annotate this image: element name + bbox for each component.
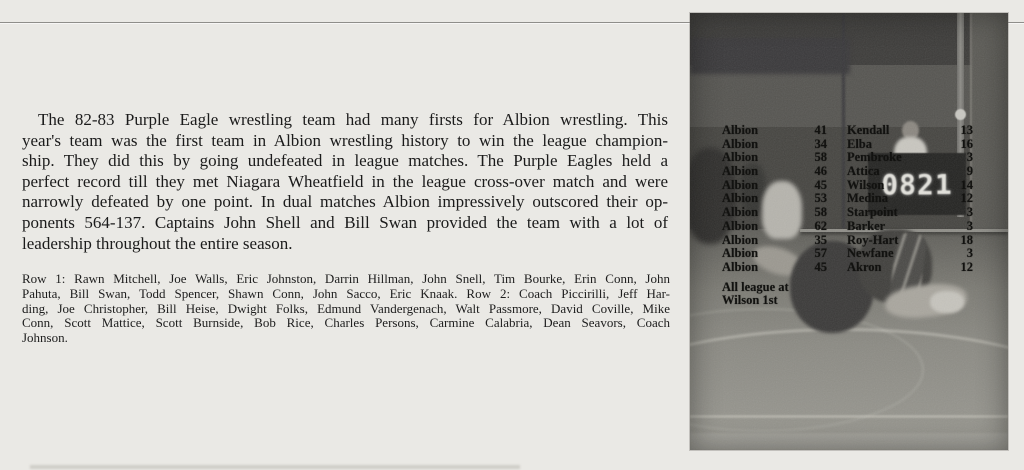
article-line: year's team was the first team in Albion wrestling history to win the league champion- (22, 130, 668, 150)
article-line: narrowly defeated by one point. In dual matches Albion impressively outscored their op- (22, 192, 668, 212)
result-team-score: 58 (814, 205, 827, 220)
league-note (690, 281, 1008, 308)
result-opponent-score: 3 (966, 218, 973, 233)
result-team-score: 45 (814, 177, 827, 192)
result-opponent-score: 18 (960, 232, 973, 247)
result-team: Albion (722, 164, 759, 179)
result-team-score: 34 (814, 136, 827, 151)
result-opponent: Roy-Hart (847, 232, 899, 247)
result-opponent-score: 13 (960, 123, 973, 137)
result-team: Albion (722, 191, 759, 206)
result-row (690, 247, 1008, 261)
result-team: Albion (722, 259, 759, 274)
result-opponent-score: 16 (960, 136, 973, 151)
page-edge-shadow (30, 465, 520, 469)
result-opponent: Medina (847, 191, 888, 206)
league-note-line: Wilson 1st (722, 293, 778, 308)
article-line: perfect record till they met Niagara Wheatfield in the league cross-over match and were (22, 171, 668, 191)
article-line: The 82-83 Purple Eagle wrestling team had many firsts for Albion wrestling. This (38, 110, 668, 129)
article-line: ponents 564-137. Captains John Shell and Bill Swan provided the team with a lot of (22, 212, 668, 232)
result-row (690, 206, 1008, 220)
result-team: Albion (722, 150, 759, 165)
roster-line: Conn, Scott Mattice, Scott Burnside, Bob Rice, Charles Persons, Carmine Calabria, Dean Seavors, Coach (22, 315, 670, 331)
result-opponent: Wilson (847, 177, 885, 192)
result-team-score: 45 (814, 259, 827, 274)
result-row (690, 138, 1008, 152)
result-opponent: Attica (847, 164, 880, 179)
result-opponent: Barker (847, 218, 886, 233)
wrestling-match-photo (690, 13, 1008, 450)
result-team: Albion (722, 205, 759, 220)
team-roster-caption (22, 272, 670, 346)
result-team-score: 62 (814, 218, 827, 233)
result-opponent-score: 12 (960, 191, 973, 206)
scoreboard-digits: 0821 (881, 167, 953, 201)
result-opponent-score: 9 (966, 164, 973, 179)
season-results-list (690, 124, 1008, 308)
result-opponent-score: 3 (966, 205, 973, 220)
article-line: ship. They did this by going undefeated in league matches. The Purple Eagles held a (22, 151, 668, 171)
result-team: Albion (722, 123, 759, 137)
result-team-score: 46 (814, 164, 827, 179)
result-team-score: 53 (814, 191, 827, 206)
result-opponent: Newfane (847, 246, 894, 261)
result-team-score: 58 (814, 150, 827, 165)
result-opponent: Akron (847, 259, 882, 274)
result-row (690, 234, 1008, 248)
result-team-score: 57 (814, 246, 827, 261)
result-team: Albion (722, 177, 759, 192)
result-row (690, 124, 1008, 138)
result-row (690, 165, 1008, 179)
result-opponent: Pembroke (847, 150, 902, 165)
article-paragraph (22, 110, 668, 254)
result-row (690, 261, 1008, 275)
result-opponent: Elba (847, 136, 873, 151)
result-row (690, 179, 1008, 193)
article-line: leadership throughout the entire season. (22, 233, 293, 253)
result-opponent-score: 14 (960, 177, 973, 192)
league-note-line: All league at (722, 279, 789, 294)
result-row (690, 220, 1008, 234)
result-opponent: Starpoint (847, 205, 898, 220)
result-team-score: 35 (814, 232, 827, 247)
result-team: Albion (722, 232, 759, 247)
roster-line: Pahuta, Bill Swan, Todd Spencer, Shawn Conn, John Sacco, Eric Knaak. Row 2: Coach Piccirilli, Jeff Har- (22, 285, 670, 301)
result-team: Albion (722, 136, 759, 151)
result-team: Albion (722, 218, 759, 233)
result-row (690, 192, 1008, 206)
result-opponent-score: 3 (966, 246, 973, 261)
roster-line: Row 1: Rawn Mitchell, Joe Walls, Eric Johnston, Darrin Hillman, John Snell, Tim Bourke, Erin Conn, John (22, 271, 670, 286)
result-opponent-score: 3 (966, 150, 973, 165)
roster-line: Johnson. (22, 330, 68, 346)
result-team-score: 41 (814, 123, 827, 137)
result-team: Albion (722, 246, 759, 261)
roster-line: ding, Joe Christopher, Bill Heise, Dwight Folks, Edmund Vandergenach, Walt Passmore, David Coville, Mike (22, 300, 670, 316)
result-row (690, 151, 1008, 165)
result-opponent-score: 12 (960, 259, 973, 274)
result-opponent: Kendall (847, 123, 890, 137)
